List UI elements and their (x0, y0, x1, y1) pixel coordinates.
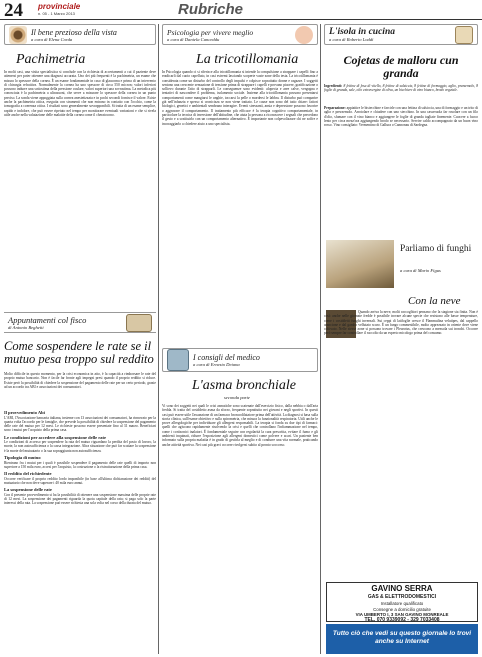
section-text: Le condizioni di accesso per sospendere la rata del mutuo riguardano la perdita del posto di lavoro, la morte, la non autosufficienza o la cassa integrazione. Altra situazione che può far scattare la sospensione è la morte del mutuatario o la sua sopraggiunta non autosufficienza. (4, 440, 156, 453)
section-title: Rubriche (178, 1, 244, 18)
article-title: Pachimetria (16, 52, 86, 67)
face-icon (295, 26, 313, 44)
ingredients-text: 8 fettine di fesa di vitello, 8 fettine di salsiccia, 8 fettine di formaggio, aglio, prezzemolo, 8 foglie di granda, sale, olio extravergine di oliva, un bicchiere di vino bianco, brodo vegetale. (324, 84, 478, 93)
doctor-banner (162, 348, 318, 372)
section-heading: Le condizioni per accedere alla sospensione delle rate (4, 434, 106, 440)
article-body: In Psicologia quando ci si riferisce alla tricotillomania si intende la compulsione a strappare i capelli fino a eradicarli dal cuoio capelluto, in casi estremi lasciando scoperte vaste zone della testa. La tricotillomania è considerata come un disturbo del controllo degli impulsi e colpisce soprattutto donne e ragazze. I soggetti sentono una crescente sensazione di tensione prima di strappare i capelli e provano piacere, gratificazione o sollievo durante l'atto di strapparli. Le conseguenze sono evidenti: alopecia e aree calve, vergogna e tentativi di nascondere il problema, isolamento sociale. Insieme alla tricotillomania possono presentarsi comportamenti come mangiarsi le unghie, toccarsi la pelle o mordersi le labbra. Il disturbo può comparire già nell'infanzia e spesso si cronicizza se non viene trattato. Le cause non sono del tutto chiare: fattori biologici, genetici e ambientali sembrano interagire. Eventi stressanti, ansia e depressione possono favorire o aggravare il comportamento. Il trattamento più efficace è la terapia cognitivo comportamentale, in particolare la tecnica di inversione dell'abitudine, che aiuta la persona a riconoscere i segnali che precedono il gesto e a sostituirlo con un comportamento alternativo. È importante non colpevolizzare chi ne soffre e incoraggiarlo a chiedere aiuto a uno specialista. (162, 70, 318, 126)
section-text: Occorre verificare il proprio reddito lordo imponibile (in base all'ultima dichiarazione dei redditi) del mutuatario che non deve superare i 40 mila euro annui. (4, 476, 156, 485)
section-heading: Tipologia di mutuo (4, 455, 41, 461)
article-title: Cojetas de malloru cun granda (343, 53, 459, 80)
ingredients-label: Ingredienti: (324, 84, 343, 88)
cooking-banner (324, 24, 478, 45)
page-number: 24 (4, 0, 23, 21)
column-divider (158, 24, 159, 654)
ingredients (324, 84, 478, 106)
section-text: Con il presente provvedimento si ha la possibilità di ottenere una sospensione massima delle proprie rate di 12 mesi. La sospensione dei pagamenti riguarda la quota capitale della rata; si paga solo la parte interessi della rata. La sospensione può essere richiesta una sola volta nel corso della durata del mutuo. (4, 492, 156, 506)
article-body: Quando arriva la neve, molti raccoglitori pensano che la stagione sia finita. Non è così: anche nelle giornate fredde è possibile trovare alcune specie che resistono alle basse temperature, come i cosiddetti funghi invernali. Sui ceppi di latifoglie cresce il Flammulina velutipes, dal cappello arancione e dal gambo vellutato scuro. È un fungo commestibile, molto apprezzato in oriente dove viene coltivato. Nelle stesse zone si possono trovare i Pleurotus, che crescono a mensola sui tronchi. Occorre però sempre far controllare il raccolto da un esperto micologo prima del consumo. (324, 310, 478, 336)
article-sections (4, 408, 156, 654)
advertisement (326, 582, 478, 622)
online-promo[interactable]: Tutto ciò che vedi su questo giornale lo trovi anche su Internet (326, 624, 478, 654)
column-title: I consigli del medico (193, 353, 260, 362)
issue-date: n. 05 - 1 Marzo 2013 (38, 11, 75, 16)
article-subtitle: seconda parte (224, 395, 250, 400)
column-author: a cura di Mario Figus (400, 268, 441, 273)
column-author: a cura di Elena Corda (31, 36, 73, 42)
newspaper-logo: provinciale (38, 2, 81, 11)
section-heading: Il provvedimento Abi (4, 410, 45, 415)
article-title: La tricotillomania (196, 52, 299, 67)
column-title: L'isola in cucina (329, 27, 395, 37)
money-icon (126, 314, 152, 332)
article-body: Molto difficile in questo momento, per la crisi economica in atto, è la capacità a rimborsare le rate del proprio mutuo bancario. Non è facile far fronte agli impegni presi quando il proprio reddito si riduce. Esiste però la possibilità di chiedere la sospensione del pagamento delle rate per un certo periodo, grazie ad un accordo tra ABI e associazioni dei consumatori. (4, 372, 156, 389)
article-title: Con la neve (408, 295, 461, 307)
ad-service: Consegne a domicilio gratuite (373, 607, 431, 612)
tax-banner (4, 312, 156, 333)
mushroom-photo (326, 240, 394, 288)
section-text: L'ABI, l'Associazione bancaria italiana, insieme con 13 associazioni dei consumatori, ha rinnovato per la quarta volta l'accordo per le famiglie, che prevede la possibilità di chiedere la sospensione del pagamento delle rate del mutuo per 12 mesi. Le richieste possono essere presentate fino al 31 marzo. Beneficiari sono i mutui per l'acquisto della prima casa. (4, 415, 156, 433)
column-author: di Antonio Beghetti (8, 325, 44, 330)
article-body: In molti casi, una visita specialistica si conclude con la richiesta di accertamenti a cui il paziente deve attenersi per poter ottenere una diagnosi accurata. Uno dei più frequenti è la pachimetria, un esame che misura lo spessore della cornea. È un esame fondamentale in caso di glaucoma e prima di un intervento di chirurgia refrattiva. Normalmente la cornea ha uno spessore di circa 550 micron; valori inferiori possono indurre una sottostima della pressione oculare, valori superiori una sovrastima. La metodica più conosciuta è la pachimetria a ultrasuoni, che serve a misurare lo spessore della cornea in un punto preciso. La sonda viene appoggiata sulla cornea anestetizzata e in pochi secondi fornisce il valore. Esiste anche la pachimetria ottica, eseguita con strumenti che non entrano in contatto con l'occhio, come la tomografia a coerenza ottica. I risultati sono generalmente sovrapponibili. Si tratta di un esame semplice, rapido e indolore, che può essere ripetuto nel tempo per monitorare eventuali variazioni e che si rivela utile anche nella valutazione delle malattie della cornea come il cheratocono. (4, 70, 156, 117)
eye-care-banner (4, 24, 156, 45)
chef-icon (455, 26, 473, 44)
preparation (324, 106, 478, 230)
preparation-label: Preparazione: (324, 106, 346, 110)
ad-address: VIA UMBERTO I, 3 SAN GAVINO MONREALE (355, 612, 449, 617)
column-title: Il bene prezioso della vista (31, 27, 117, 37)
column-title: Appuntamenti col fisco (8, 315, 87, 325)
eye-icon (9, 26, 27, 44)
section-heading: La sospensione delle rate (4, 487, 52, 493)
article-title: L'asma bronchiale (192, 378, 296, 393)
section-heading: Il reddito del richiedente (4, 471, 52, 477)
column-author: a cura di Ernesto Deiana (193, 362, 240, 367)
preparation-text: appiattire le bistecchine e farcirle con una fettina di salsiccia, una di formaggio e un trito di aglio e prezzemolo. Arrotolare e chiudere con uno stecchino. In una casseruola far rosolare con un filo d'olio, sfumare con il vino bianco e aggiungere le foglie di granda tagliate finemente. Cuocere a fuoco lento per circa mezz'ora aggiungendo brodo se necessario. Servire caldo accompagnato da un buon vino rosso. Vino consigliato: Vermentino di Gallura o Cannonau di Sardegna. (324, 106, 478, 128)
ad-tagline: GAS & ELETTRODOMESTICI (367, 594, 437, 600)
stethoscope-icon (167, 349, 189, 371)
article-title: Come sospendere le rate se il mutuo pesa troppo sul reddito (4, 339, 154, 366)
column-divider (320, 24, 321, 654)
article-body: Vi sono dei soggetti nei quali le crisi asmatiche sono scatenate dall'esercizio fisico, dalla nebbia o dall'aria fredda. Si tratta del cosiddetto asma da sforzo, frequente soprattutto nei giovani e negli sportivi. In questi casi può essere utile l'assunzione di un farmaco broncodilatatore prima dell'attività. La diagnosi si basa sulla storia clinica, sull'esame obiettivo e sulla spirometria, che misura la funzionalità respiratoria. Utili anche le prove allergologiche per individuare gli allergeni responsabili. La terapia si fonda su due tipi di farmaci: quelli che agiscono rapidamente risolvendo la crisi e quelli che controllano l'infiammazione nel tempo, come i cortisonici inalatori. È fondamentale seguire con regolarità la cura prescritta, evitare il fumo e gli ambienti inquinati, ridurre l'esposizione agli allergeni domestici come polvere e acari. Un paziente ben informato sulla propria malattia è in grado di gestirla al meglio e di condurre una vita normale, praticando anche attività sportiva. Nei casi più gravi occorre rivolgersi subito al pronto soccorso. (162, 404, 318, 447)
psychology-banner (162, 24, 318, 45)
column-author: a cura di Daniela Canceddu (167, 36, 220, 42)
ad-phone: TEL. 070 9339092 - 329 7033408 (364, 617, 440, 623)
column-author: a cura di Roberto Loddi (329, 37, 374, 42)
ad-company: GAVINO SERRA (371, 584, 433, 593)
section-text: Rientrano fra i mutui per i quali è possibile sospendere il pagamento delle rate quelli di importo non superiore a 150 mila euro, accesi per l'acquisto, la costruzione o la ristrutturazione della prima casa. (4, 460, 156, 469)
column-title: Parliamo di funghi (400, 244, 472, 254)
column-title: Psicologia per vivere meglio (167, 27, 254, 37)
ad-service: Installatore qualificato (380, 601, 424, 606)
